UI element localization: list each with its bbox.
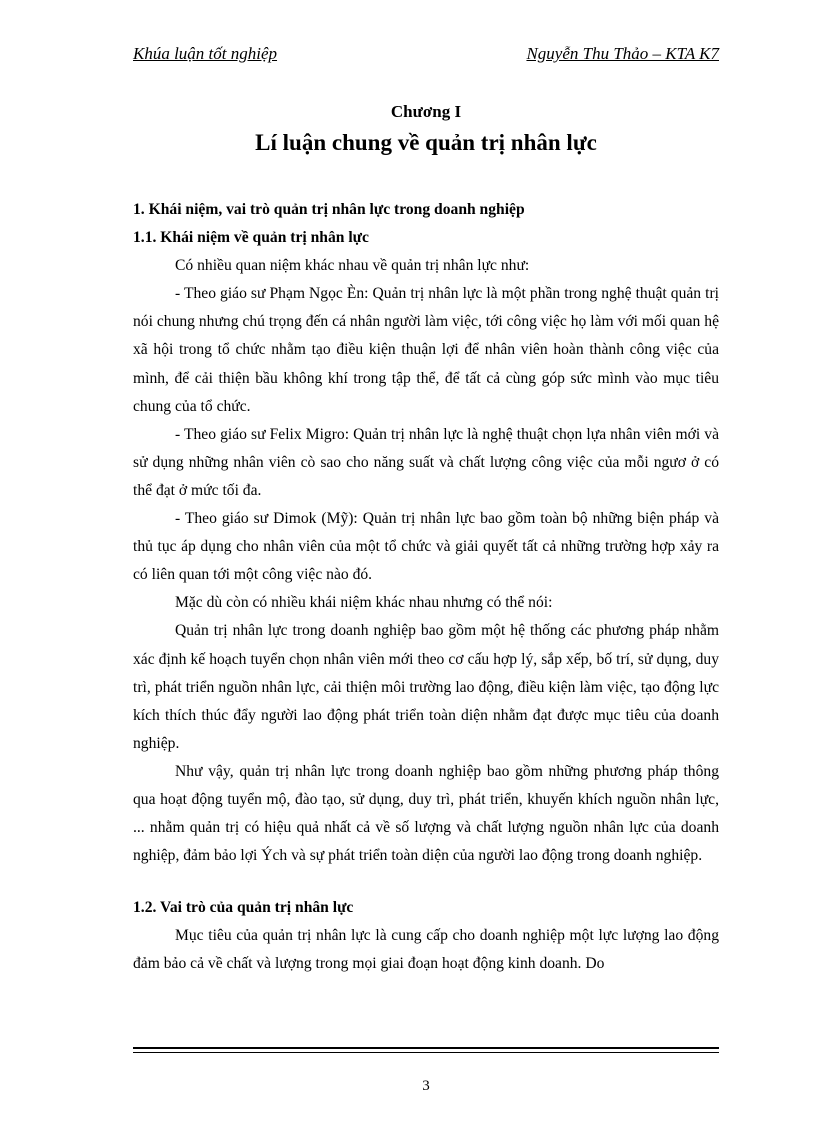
chapter-label: Chương I — [390, 102, 462, 121]
paragraph: Như vậy, quản trị nhân lực trong doanh nghiệp bao gồm những phương pháp thông qua hoạt động tuyển mộ, đào tạo, sử dụng, duy trì, phát triển, khuyến khích nguồn nhân lực, ... nhằm quản trị có hiệu quả nhất cả về số lượng và chất lượng nguồn nhân lực của doanh nghiệp, đảm bảo lợi Ých và sự phát triển toàn diện của người lao động trong doanh nghiệp. — [133, 762, 719, 865]
page-header — [133, 44, 719, 70]
spacer — [133, 870, 719, 894]
subsection-heading-1-1: 1.1. Khái niệm về quản trị nhân lực — [133, 229, 369, 247]
page-body — [133, 196, 719, 979]
page-number: 3 — [422, 1078, 430, 1094]
section-heading: 1. Khái niệm, vai trò quản trị nhân lực trong doanh nghiệp — [133, 201, 525, 218]
paragraph: Có nhiều quan niệm khác nhau về quản trị nhân lực như: — [175, 257, 530, 275]
subsection-heading-1-2: 1.2. Vai trò của quản trị nhân lực — [133, 899, 354, 917]
chapter-title: Lí luận chung về quản trị nhân lực — [255, 130, 597, 155]
paragraph: - Theo giáo sư Dimok (Mỹ): Quản trị nhân lực bao gồm toàn bộ những biện pháp và thủ tục áp dụng cho nhân viên của một tổ chức và giải quyết tất cả những trường hợp xảy ra có liên quan tới một công việc nào đó. — [133, 510, 719, 584]
header-author: Nguyễn Thu Thảo – KTA K7 — [526, 44, 719, 63]
header-thesis-title: Khúa luận tốt nghiệp — [133, 44, 278, 63]
paragraph: - Theo giáo sư Phạm Ngọc Èn: Quản trị nhân lực là một phần trong nghệ thuật quản trị nói chung nhưng chú trọng đến cá nhân người làm việc, tới công việc họ làm với mối quan hệ xã hội trong tổ chức nhằm tạo điều kiện thuận lợi để nhân viên hoàn thành công việc của mình, để cải thiện bầu không khí trong tập thể, để tất cả cùng góp sức mình vào mục tiêu chung của tổ chức. — [133, 285, 719, 415]
paragraph: Mục tiêu của quản trị nhân lực là cung cấp cho doanh nghiệp một lực lượng lao động đảm bảo cả về chất và lượng trong mọi giai đoạn hoạt động kinh doanh. Do — [133, 927, 719, 973]
footer-divider — [133, 1047, 719, 1049]
paragraph: - Theo giáo sư Felix Migro: Quản trị nhân lực là nghệ thuật chọn lựa nhân viên mới và sử dụng những nhân viên cò sao cho năng suất và chất lượng công việc của mỗi ngươ ở có thể đạt ở mức tối đa. — [133, 425, 719, 499]
paragraph: Mặc dù còn có nhiều khái niệm khác nhau nhưng có thể nói: — [175, 594, 553, 612]
footer-divider-thin — [133, 1052, 719, 1053]
paragraph: Quản trị nhân lực trong doanh nghiệp bao gồm một hệ thống các phương pháp nhằm xác định kế hoạch tuyển chọn nhân viên mới theo cơ cấu hợp lý, sắp xếp, bố trí, sử dụng, duy trì, phát triển nguồn nhân lực, cải thiện môi trường lao động, điều kiện làm việc, tạo động lực kích thích thúc đẩy người lao động phát triển toàn diện nhằm đạt được mục tiêu của doanh nghiệp. — [133, 622, 719, 752]
